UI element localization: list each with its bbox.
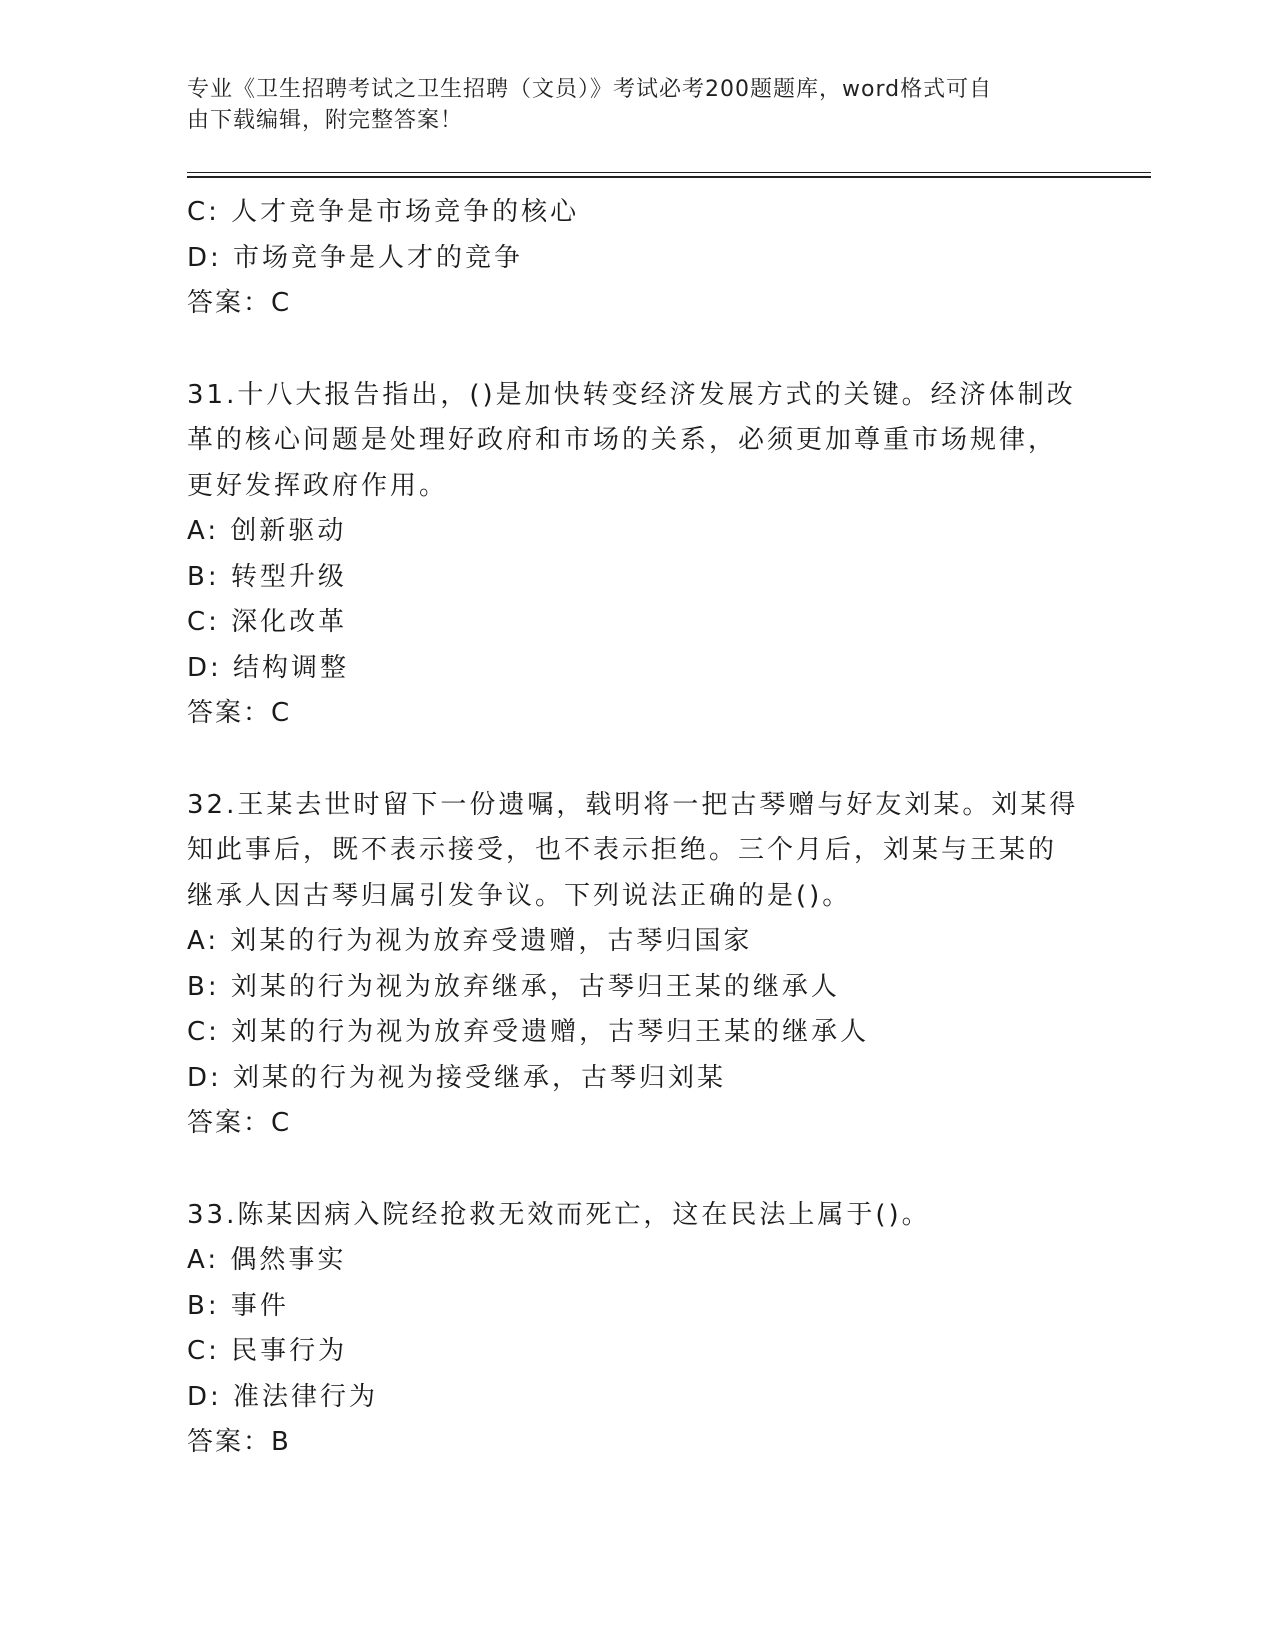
stem-line: 更好发挥政府作用。 [187,470,449,501]
stem-line: 继承人因古琴归属引发争议。下列说法正确的是()。 [187,880,852,911]
option-c: C: 民事行为 [187,1336,348,1366]
question-stem [187,1193,1087,1239]
option-a: A: 刘某的行为视为放弃受遗赠，古琴归国家 [187,926,753,956]
question-33 [187,1193,1087,1466]
spacer [187,737,1087,783]
question-stem [187,783,1087,920]
question-31 [187,373,1087,737]
stem-line: 31.十八大报告指出，()是加快转变经济发展方式的关键。经济体制改 [187,379,1076,410]
question-stem [187,373,1087,510]
question-32 [187,783,1087,1147]
stem-line: 32.王某去世时留下一份遗嘱，载明将一把古琴赠与好友刘某。刘某得 [187,789,1079,820]
question-carryover [187,190,1087,327]
header-line-2: 由下载编辑，附完整答案！ [187,108,464,133]
header-rule-thick [187,176,1151,178]
option-d: D: 刘某的行为视为接受继承，古琴归刘某 [187,1062,727,1093]
option-c: C: 刘某的行为视为放弃受遗赠，古琴归王某的继承人 [187,1017,870,1047]
stem-line: 革的核心问题是处理好政府和市场的关系，必须更加尊重市场规律， [187,425,1058,455]
option-c: C: 人才竞争是市场竞争的核心 [187,197,580,227]
option-b: B: 事件 [187,1290,289,1321]
answer-line: 答案：C [187,698,292,728]
option-d: D: 准法律行为 [187,1381,379,1412]
option-b: B: 转型升级 [187,561,347,592]
document-header [187,74,1067,136]
stem-line: 知此事后，既不表示接受，也不表示拒绝。三个月后，刘某与王某的 [187,835,1058,865]
header-line-1: 专业《卫生招聘考试之卫生招聘（文员）》考试必考200题题库，word格式可自 [187,77,993,102]
option-a: A: 偶然事实 [187,1245,347,1275]
option-d: D: 市场竞争是人才的竞争 [187,242,524,273]
header-rule-thin [187,172,1151,173]
spacer [187,327,1087,373]
option-c: C: 深化改革 [187,607,348,637]
stem-line: 33.陈某因病入院经抢救无效而死亡，这在民法上属于()。 [187,1199,931,1230]
answer-line: 答案：C [187,288,292,318]
spacer [187,1147,1087,1193]
question-list [187,190,1087,1466]
option-a: A: 创新驱动 [187,516,347,546]
answer-line: 答案：C [187,1108,292,1138]
option-d: D: 结构调整 [187,652,350,683]
answer-line: 答案：B [187,1427,291,1457]
option-b: B: 刘某的行为视为放弃继承，古琴归王某的继承人 [187,971,840,1002]
